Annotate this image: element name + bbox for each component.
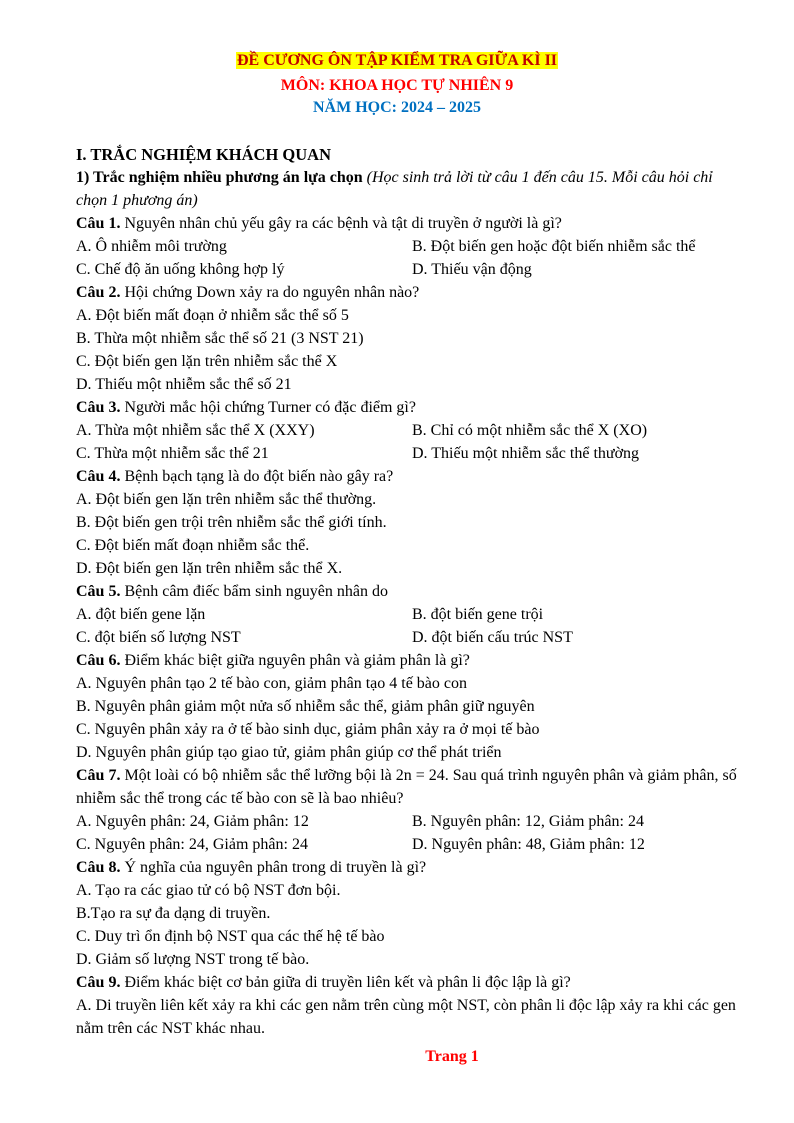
question-label: Câu 2. <box>76 284 121 301</box>
question-text: Ý nghĩa của nguyên phân trong di truyền là gì? <box>120 859 427 876</box>
option-d: D. Đột biến gen lặn trên nhiễm sắc thể X. <box>76 560 343 577</box>
options-row <box>76 258 746 281</box>
question-text: Bệnh bạch tạng là do đột biến nào gây ra? <box>120 468 394 485</box>
option-b: B.Tạo ra sự đa dạng di truyền. <box>76 905 271 922</box>
part-heading: 1) Trắc nghiệm nhiều phương án lựa chọn <box>76 169 363 186</box>
option-c: C. Thừa một nhiễm sắc thể 21 <box>76 445 269 462</box>
question-label: Câu 1. <box>76 215 121 232</box>
question-label: Câu 4. <box>76 468 121 485</box>
option-a: A. Đột biến gen lặn trên nhiễm sắc thể thường. <box>76 491 377 508</box>
question-8 <box>76 856 746 879</box>
question-text: Người mắc hội chứng Turner có đặc điểm gì? <box>120 399 416 416</box>
subject-title: MÔN: KHOA HỌC TỰ NHIÊN 9 <box>280 77 514 94</box>
question-label: Câu 6. <box>76 652 121 669</box>
document-title-text: ĐỀ CƯƠNG ÔN TẬP KIỂM TRA GIỮA KÌ II <box>236 52 558 69</box>
part-note: (Học sinh trả lời từ câu 1 đến câu 15. Mỗi câu hỏi chỉ chọn 1 phương án) <box>76 169 713 209</box>
option-a: A. Ô nhiễm môi trường <box>76 238 227 255</box>
document-body <box>76 143 746 1040</box>
school-year: NĂM HỌC: 2024 – 2025 <box>313 99 481 116</box>
question-9 <box>76 971 746 994</box>
options-row <box>76 603 746 626</box>
option-c: C. Nguyên phân xảy ra ở tế bào sinh dục, giảm phân xảy ra ở mọi tế bào <box>76 721 540 738</box>
options-row <box>76 810 746 833</box>
options-row <box>76 442 746 465</box>
option-c: C. Nguyên phân: 24, Giảm phân: 24 <box>76 836 308 853</box>
option-c: C. Đột biến gen lặn trên nhiễm sắc thể X <box>76 353 338 370</box>
option-b: B. đột biến gene trội <box>412 606 544 623</box>
options-row <box>76 833 746 856</box>
option-b: B. Đột biến gen trội trên nhiễm sắc thể giới tính. <box>76 514 387 531</box>
option-d: D. đột biến cấu trúc NST <box>412 629 573 646</box>
option-b: B. Chỉ có một nhiễm sắc thể X (XO) <box>412 422 648 439</box>
question-label: Câu 7. <box>76 767 121 784</box>
option-a: A. Di truyền liên kết xảy ra khi các gen nằm trên cùng một NST, còn phân li độc lập xảy ra khi các gen nằm trên các NST khác nhau. <box>76 997 736 1037</box>
option-d: D. Nguyên phân giúp tạo giao tử, giảm phân giúp cơ thể phát triển <box>76 744 502 761</box>
question-label: Câu 5. <box>76 583 121 600</box>
option-d: D. Thiếu một nhiễm sắc thể thường <box>412 445 640 462</box>
option-d: D. Giảm số lượng NST trong tế bào. <box>76 951 310 968</box>
option-b: B. Đột biến gen hoặc đột biến nhiễm sắc thể <box>412 238 696 255</box>
question-text: Một loài có bộ nhiễm sắc thể lưỡng bội là 2n = 24. Sau quá trình nguyên phân và giảm phân, số nhiễm sắc thể trong các tế bào con sẽ là bao nhiêu? <box>76 767 737 807</box>
option-b: B. Nguyên phân giảm một nửa số nhiễm sắc thể, giảm phân giữ nguyên <box>76 698 535 715</box>
question-5 <box>76 580 746 603</box>
option-d: D. Nguyên phân: 48, Giảm phân: 12 <box>412 836 645 853</box>
option-a: A. Tạo ra các giao tử có bộ NST đơn bội. <box>76 882 341 899</box>
question-label: Câu 3. <box>76 399 121 416</box>
question-label: Câu 8. <box>76 859 121 876</box>
question-text: Bệnh câm điếc bẩm sinh nguyên nhân do <box>120 583 388 600</box>
question-text: Nguyên nhân chủ yếu gây ra các bệnh và tật di truyền ở người là gì? <box>120 215 562 232</box>
option-b: B. Thừa một nhiễm sắc thể số 21 (3 NST 21) <box>76 330 364 347</box>
option-b: B. Nguyên phân: 12, Giảm phân: 24 <box>412 813 644 830</box>
question-6 <box>76 649 746 672</box>
question-text: Điểm khác biệt cơ bản giữa di truyền liên kết và phân li độc lập là gì? <box>120 974 571 991</box>
question-text: Điểm khác biệt giữa nguyên phân và giảm phân là gì? <box>120 652 470 669</box>
option-a: A. đột biến gene lặn <box>76 606 206 623</box>
option-c: C. Đột biến mất đoạn nhiễm sắc thể. <box>76 537 310 554</box>
question-7 <box>76 764 746 810</box>
question-1 <box>76 212 746 235</box>
option-c: C. đột biến số lượng NST <box>76 629 241 646</box>
option-a: A. Thừa một nhiễm sắc thể X (XXY) <box>76 422 315 439</box>
option-d: D. Thiếu một nhiễm sắc thể số 21 <box>76 376 292 393</box>
option-c: C. Chế độ ăn uống không hợp lý <box>76 261 285 278</box>
question-label: Câu 9. <box>76 974 121 991</box>
option-a: A. Nguyên phân tạo 2 tế bào con, giảm phân tạo 4 tế bào con <box>76 675 467 692</box>
question-2 <box>76 281 746 304</box>
option-a: A. Nguyên phân: 24, Giảm phân: 12 <box>76 813 309 830</box>
page-number: Trang 1 <box>425 1048 479 1065</box>
option-c: C. Duy trì ổn định bộ NST qua các thế hệ tế bào <box>76 928 385 945</box>
section-heading: I. TRẮC NGHIỆM KHÁCH QUAN <box>76 145 332 164</box>
question-3 <box>76 396 746 419</box>
part-instruction <box>76 166 746 212</box>
options-row <box>76 235 746 258</box>
question-text: Hội chứng Down xảy ra do nguyên nhân nào? <box>120 284 420 301</box>
option-d: D. Thiếu vận động <box>412 261 532 278</box>
options-row <box>76 419 746 442</box>
question-4 <box>76 465 746 488</box>
document-title <box>0 50 794 72</box>
option-a: A. Đột biến mất đoạn ở nhiễm sắc thể số 5 <box>76 307 349 324</box>
options-row <box>76 626 746 649</box>
page-footer <box>0 1048 794 1066</box>
